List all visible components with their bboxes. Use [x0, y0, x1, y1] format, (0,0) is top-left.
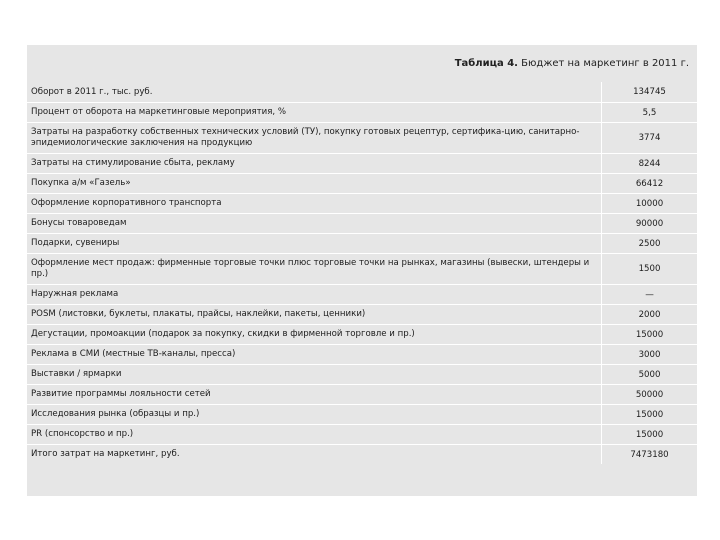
row-value: 15000 [601, 425, 697, 444]
row-value: 3000 [601, 345, 697, 364]
row-value: 5,5 [601, 103, 697, 122]
row-label: Дегустации, промоакции (подарок за покупку, скидки в фирменной торговле и пр.) [31, 329, 415, 339]
row-value: 15000 [601, 405, 697, 424]
row-value: 134745 [601, 82, 697, 102]
row-label: Бонусы товароведам [31, 218, 127, 228]
row-value: 3774 [601, 123, 697, 153]
row-value: 8244 [601, 154, 697, 173]
row-label: Процент от оборота на маркетинговые мероприятия, % [31, 107, 287, 117]
row-value: 1500 [601, 254, 697, 284]
table-caption-text: Бюджет на маркетинг в 2011 г. [521, 58, 689, 69]
table-row [27, 324, 697, 344]
row-value: 2500 [601, 234, 697, 253]
row-label: PR (спонсорство и пр.) [31, 429, 134, 439]
table-row [27, 253, 697, 284]
table-row [27, 82, 697, 102]
table-row [27, 153, 697, 173]
row-label: Покупка а/м «Газель» [31, 178, 131, 188]
table-row [27, 384, 697, 404]
row-value: 90000 [601, 214, 697, 233]
table-row-total [27, 444, 697, 464]
table-row [27, 102, 697, 122]
row-value: 50000 [601, 385, 697, 404]
table-row [27, 213, 697, 233]
row-label: Развитие программы лояльности сетей [31, 389, 211, 399]
row-label: Реклама в СМИ (местные ТВ-каналы, пресса) [31, 349, 236, 359]
row-label: Итого затрат на маркетинг, руб. [31, 449, 180, 459]
row-value: 66412 [601, 174, 697, 193]
table-row [27, 284, 697, 304]
row-label: Подарки, сувениры [31, 238, 120, 248]
row-label: POSM (листовки, буклеты, плакаты, прайсы, наклейки, пакеты, ценники) [31, 309, 366, 319]
table-row [27, 424, 697, 444]
row-value: 10000 [601, 194, 697, 213]
row-label: Наружная реклама [31, 289, 119, 299]
table-row [27, 173, 697, 193]
row-label: Затраты на разработку собственных технических условий (ТУ), покупку готовых рецептур, сертифика-цию, санитарно-эпидемиологические заключения на продукцию [31, 127, 580, 148]
table-row [27, 364, 697, 384]
row-label: Оборот в 2011 г., тыс. руб. [31, 86, 153, 97]
table-caption [455, 58, 689, 69]
row-label: Оформление корпоративного транспорта [31, 198, 222, 208]
budget-table [27, 82, 697, 464]
table-row [27, 193, 697, 213]
row-value: 15000 [601, 325, 697, 344]
table-row [27, 404, 697, 424]
table-row [27, 304, 697, 324]
row-value: 2000 [601, 305, 697, 324]
table-row [27, 122, 697, 153]
budget-table-sheet [27, 45, 697, 496]
row-label: Исследования рынка (образцы и пр.) [31, 409, 200, 419]
row-label: Выставки / ярмарки [31, 369, 122, 379]
row-value: — [601, 285, 697, 304]
row-value: 5000 [601, 365, 697, 384]
table-caption-label: Таблица 4. [454, 58, 518, 69]
row-label: Затраты на стимулирование сбыта, рекламу [31, 158, 235, 168]
table-row [27, 344, 697, 364]
row-value: 7473180 [601, 445, 697, 464]
table-row [27, 233, 697, 253]
row-label: Оформление мест продаж: фирменные торговые точки плюс торговые точки на рынках, магазины (вывески, штендеры и пр.) [31, 258, 590, 279]
